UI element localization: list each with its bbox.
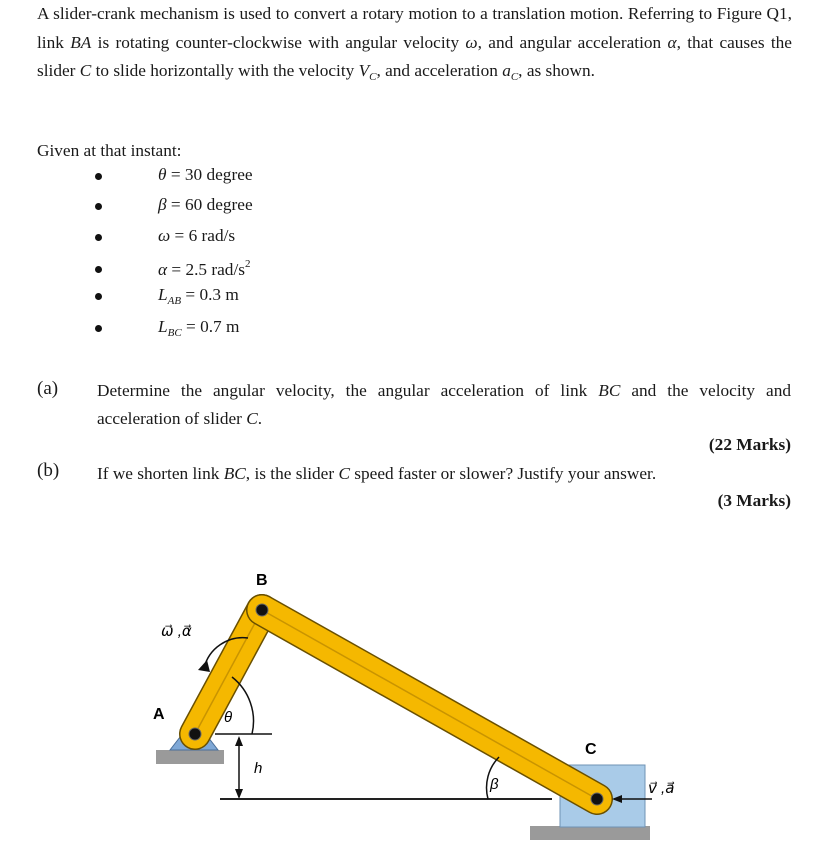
qa-text-1: Determine the angular velocity, the angular acceleration of link [97,381,599,400]
link-ba: BA [70,32,92,52]
given-sym: ω [158,226,171,245]
alpha-symbol: α [667,32,677,52]
accel-subscript: C [510,71,519,83]
given-val: = 30 degree [166,165,253,184]
label-theta: θ [224,709,233,726]
qb-text-1: If we shorten link [97,464,224,483]
label-beta: β [490,776,499,793]
given-sup: 2 [244,258,251,270]
intro-text-6: , and acceleration [376,61,503,80]
velocity-subscript: C [369,71,377,83]
given-val: = 2.5 rad/s [167,260,245,279]
given-sym: θ [158,165,167,184]
qb-text-3: speed faster or slower? Justify your answer. [349,464,657,483]
pin-b [256,604,268,616]
intro-text-2: is rotating counter-clockwise with angular velocity [91,32,466,52]
given-val: = 60 degree [166,195,253,214]
omega-symbol: ω [465,32,478,52]
question-a-marks: (22 Marks) [708,435,791,454]
qa-text-2: and the velocity and acceleration of slider [97,381,792,428]
given-sym: β [158,195,167,214]
qa-slider-c: C [246,409,258,428]
label-c: C [585,741,597,758]
velocity-symbol: V [358,61,370,80]
question-b-marks: (3 Marks) [717,491,791,510]
intro-text-4: , that causes the slider [37,32,792,80]
omega-arrowhead [198,660,210,672]
given-val: = 6 rad/s [170,226,236,245]
intro-text-1: A slider-crank mechanism is used to convert a rotary motion to a translation motion. Referring to Figure Q1, link [37,4,792,52]
question-b-label: (b) [37,460,60,481]
qb-slider-c: C [338,464,350,483]
h-arrow-down [235,789,243,799]
given-sub: AB [167,295,182,307]
intro-text-7: , as shown. [518,61,595,80]
slider-c: C [79,61,92,80]
intro-text-3: , and angular acceleration [477,32,668,52]
ground-a [156,750,224,764]
label-v-a: v⃗ ,a⃗ [648,780,675,797]
pin-a [189,728,201,740]
label-b: B [256,572,268,589]
given-sym: L [158,285,168,304]
given-sub: BC [167,327,182,339]
label-omega-alpha: ω⃗ ,α⃗ [161,623,192,640]
link-bc-centerline [262,610,597,799]
given-val: = 0.3 m [181,285,239,304]
question-a-label: (a) [37,378,59,399]
qb-text-2: , is the slider [245,464,339,483]
pin-c [591,793,603,805]
h-arrow-up [235,736,243,746]
given-sym: L [158,317,168,336]
qa-link-bc: BC [598,381,621,400]
label-a: A [153,706,165,723]
given-val: = 0.7 m [181,317,240,336]
label-h: h [254,760,263,777]
intro-text-5: to slide horizontally with the velocity [91,61,359,80]
qb-link-bc: BC [223,464,246,483]
accel-symbol: a [502,61,511,80]
given-sym: α [158,260,168,279]
qa-text-3: . [257,409,263,428]
ground-c [530,826,650,840]
given-heading: Given at that instant: [37,141,182,160]
